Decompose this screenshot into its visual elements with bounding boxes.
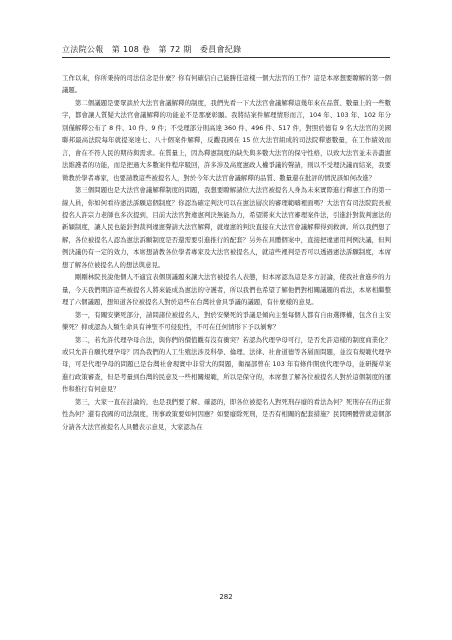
body-text: [62, 72, 391, 433]
paragraph-7: 第三，大家一直在討論的，也是我們要了解、確認的，即各位被提名人對死刑存廢的看法為何？死刑存在的正當性為何？還有我國的司法制度，刑事政策要如何因應？如要廢除死刑，是否有相關的配套措施？民間團體曾就這個部分請各大法官被提名人具體表示意見，大家認為在: [62, 397, 391, 431]
paragraph-2: 第二個議題是要眾談於大法官會議解釋的制度，我們先看一下大法官會議解釋這幾年來在品質、數量上的一些數字，都會讓人質疑大法官會議解釋的功能並不是那麼彰顯。我將結案件解理情形而言，104 年、103 年、102 年分別僅解釋公布了 8 件、10 件、9 件；不受理部分則高達 360 件、496 件、517 件，對照於德有 9 名大法官的美國聯邦最高法院每年就提案達七、八十個案件解釋，反觀我國在 15 位大法官組成的司法院釋憲數量，在工作績效而言，會在不符人民的期待與需求。在質量上，因為釋憲制度的缺失與多數大法官的保守性格，以致大法官並未善盡憲法維護者的功能，而是把過大多數案件程序駁回，許多涉及高度憲政人權爭議的聲請，則以不受理決議而結案，我要徵教於學者專家，也要請教這些被提名人，對於今年大法官會議解釋的品質、數量還在批評的情況該如何改進？: [62, 98, 391, 182]
page-number: 282: [219, 593, 233, 601]
paragraph-5: 第一，有關安樂死部分，請問諸位被提名人，對於安樂死的爭議是傾向主張每個人都有自由選擇權，包含自主安樂死？抑或認為人類生命具有神聖不可侵犯性，不可在任何情形下予以剝奪？: [62, 310, 391, 332]
paragraph-1: 工作以來，你所秉持的司法信念是什麼？你有何確信自己能勝任這樣一個大法官的工作？這是本席想要瞭解的第一個議題。: [62, 74, 391, 95]
page-header: 立法院公報 第 108 卷 第 72 期 委員會紀錄: [62, 45, 242, 54]
paragraph-4: 剛剛林院長說他個人不適宜表個別議題來讓大法官被提名人表態，但本席認為這是多方討論，使我社會進步的力量，今天我們期許這些被提名人將來能成為憲法的守護者，所以我們也希望了解他們對相關議題的看法，本席相繼整理了六個議題，想知道各位被提名人對於這些在台灣社會具爭議的議題，有什麼樣的意見。: [62, 273, 391, 307]
paragraph-6: 第二，若允許代理孕母合法，與你們的價值觀有沒有衝突？若認為代理孕母可行，是否允許這樣的制度商業化？或只允許自願代理孕母？因為我們的人工生殖法涉及科學、倫理、法律、社會道德等各層面問題，並沒有規範代理孕母，可是代理孕母的問題已是台灣社會現實中非常大的問題，衛福部曾在 103 年有條件開放代理孕母，並研擬草案進行政策審查，但是考量到台灣的民意及一些相關規範，所以是保守的，本席想了解各位被提名人對於這個制度的運作和推行有何意見？: [62, 335, 391, 394]
header-rule: [62, 57, 390, 58]
paragraph-3: 第三個問題也是大法官會議解釋制度的問題，我想要瞭解諸位大法官被提名人身為未來實際進行釋憲工作的第一線人員，你如何看待憲法訴願這個制度？你認為確定判決可以在憲法層次的審理範疇裡面嗎？大法官有司法院院長被提名人許宗力老師也多次提到，目前大法官對違憲判決無能為力，希望將來大法官審理案件法，引進針對裁判憲法的新穎制度，讓人民也能針對裁判違憲聲請大法官解釋，就違憲的判決直接在大法官會議解釋得到救濟。所以我們想了解，各位被提名人認為憲法訴願制度是否還需要引進推行的配套？另外在具體個案中，直接把違憲用判例決議，但判例決議仍有一定的效力，本席想請教各位學者專家及大法官被提名人，就這些裡判是否可以透過憲法訴願制度，本席想了解各位被提名人的想法與意見。: [62, 186, 391, 269]
